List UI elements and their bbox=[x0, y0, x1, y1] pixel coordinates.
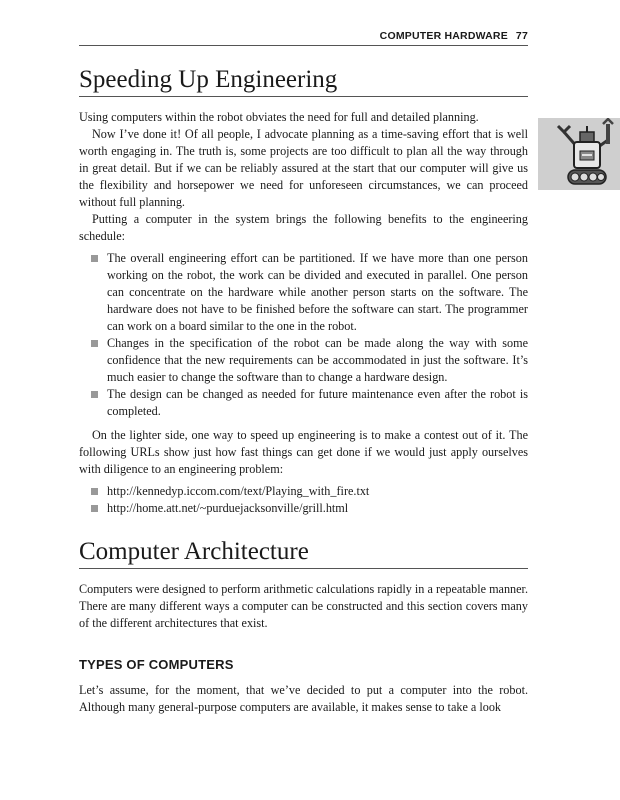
robot-icon bbox=[538, 118, 620, 190]
section-title-computer-architecture: Computer Architecture bbox=[79, 537, 528, 569]
bullet-icon bbox=[91, 255, 98, 262]
bullet-icon bbox=[91, 391, 98, 398]
benefits-list bbox=[79, 250, 528, 420]
paragraph: Now I’ve done it! Of all people, I advocate planning as a time-saving effort that is well worth engaging in. The truth is, some projects are too difficult to plan all the way through in great detail. But if we can be reliably assured at the start that our computer will give us the flexibility and horsepower we need for unforeseen circumstances, we can proceed without full planning. bbox=[79, 127, 528, 209]
subheading-types-of-computers: TYPES OF COMPUTERS bbox=[79, 657, 234, 672]
bullet-icon bbox=[91, 488, 98, 495]
section2-body-continued bbox=[79, 682, 528, 716]
running-header-title: COMPUTER HARDWARE bbox=[379, 30, 508, 42]
paragraph: Let’s assume, for the moment, that we’ve decided to put a computer into the robot. Although many general-purpose computers are available, it makes sense to take a look bbox=[79, 683, 528, 714]
bullet-icon bbox=[91, 340, 98, 347]
list-item: The overall engineering effort can be partitioned. If we have more than one person working on the robot, the work can be divided and executed in parallel. One person can concentrate on the hardware while another person starts on the software. The hardware does not have to be finished before the software can start. The programmer can work on a board similar to the one in the robot. bbox=[79, 250, 528, 335]
running-header bbox=[79, 30, 528, 46]
list-item: Changes in the specification of the robot can be made along the way with some confidence that the new requirements can be accommodated in just the software. It’s much easier to change the software than to change a hardware design. bbox=[79, 335, 528, 386]
paragraph: Computers were designed to perform arithmetic calculations rapidly in a repeatable manner. There are many different ways a computer can be constructed and this section covers many of the different architectures that exist. bbox=[79, 582, 528, 630]
paragraph: On the lighter side, one way to speed up engineering is to make a contest out of it. The following URLs show just how fast things can get done if we would just apply ourselves with diligence to an engineering problem: bbox=[79, 428, 528, 476]
paragraph: Putting a computer in the system brings the following benefits to the engineering schedule: bbox=[79, 212, 528, 243]
bullet-icon bbox=[91, 505, 98, 512]
url-item[interactable]: http://home.att.net/~purduejacksonville/grill.html bbox=[79, 500, 528, 517]
section2-body bbox=[79, 581, 528, 632]
page-number: 77 bbox=[515, 30, 528, 42]
url-item[interactable]: http://kennedyp.iccom.com/text/Playing_with_fire.txt bbox=[79, 483, 528, 500]
section-title-speeding-up-engineering: Speeding Up Engineering bbox=[79, 65, 528, 97]
section1-body bbox=[79, 109, 528, 517]
paragraph: Using computers within the robot obviates the need for full and detailed planning. bbox=[79, 110, 479, 124]
list-item: The design can be changed as needed for future maintenance even after the robot is completed. bbox=[79, 386, 528, 420]
robot-margin-icon bbox=[538, 118, 620, 190]
url-list bbox=[79, 483, 528, 517]
